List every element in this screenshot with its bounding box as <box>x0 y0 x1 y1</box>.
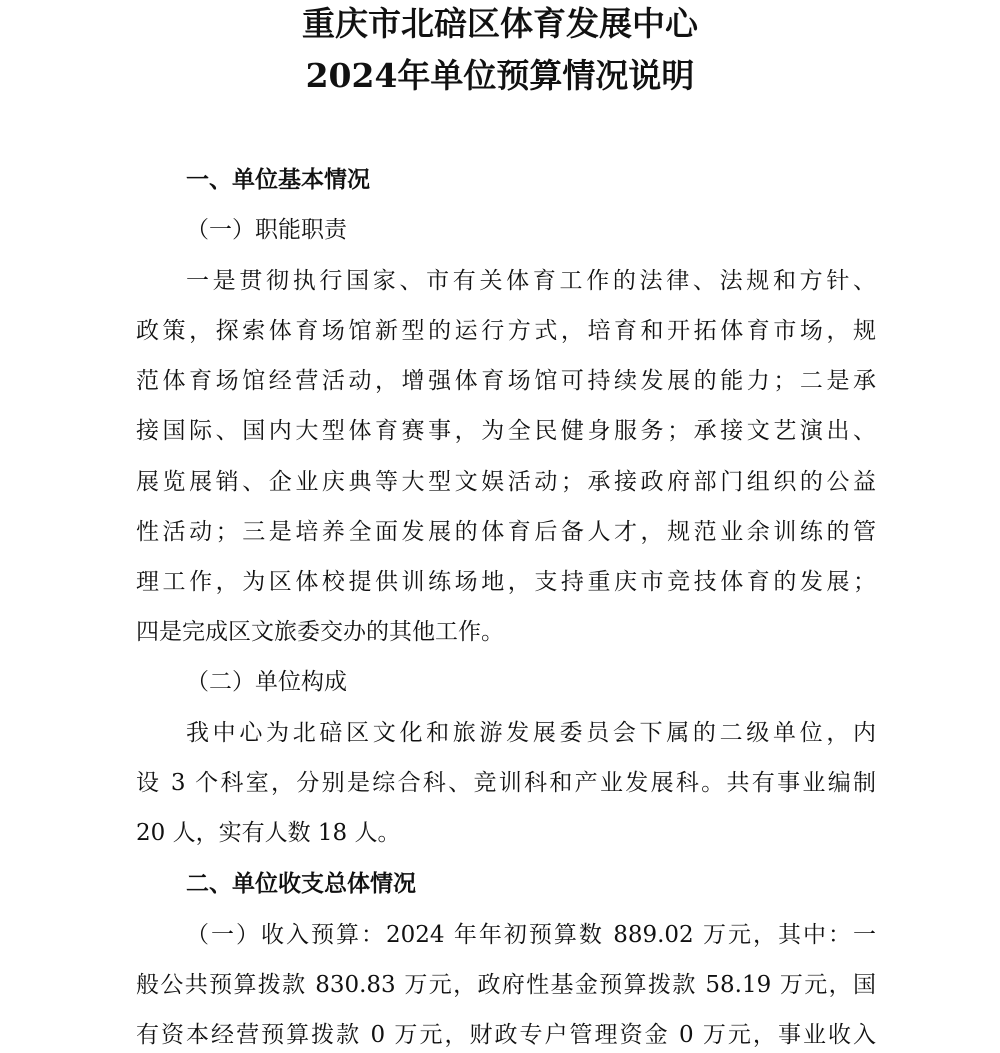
title-line-1: 重庆市北碚区体育发展中心 <box>302 4 698 43</box>
paragraph-line: 范体育场馆经营活动，增强体育场馆可持续发展的能力；二是承 <box>136 368 876 394</box>
subsection-1-1-heading: （一）职能职责 <box>186 217 347 243</box>
title-line-2: 2024年单位预算情况说明 <box>305 56 695 95</box>
paragraph-line: 展览展销、企业庆典等大型文娱活动；承接政府部门组织的公益 <box>136 469 876 495</box>
section-1-heading: 一、单位基本情况 <box>186 166 370 193</box>
paragraph-line: 四是完成区文旅委交办的其他工作。 <box>136 619 504 645</box>
paragraph-line: 政策，探索体育场馆新型的运行方式，培育和开拓体育市场，规 <box>136 318 876 344</box>
paragraph-line: 设 3 个科室，分别是综合科、竞训科和产业发展科。共有事业编制 <box>136 770 876 796</box>
paragraph-line: 般公共预算拨款 830.83 万元，政府性基金预算拨款 58.19 万元，国 <box>136 972 876 998</box>
paragraph-line: 接国际、国内大型体育赛事，为全民健身服务；承接文艺演出、 <box>136 418 876 444</box>
paragraph-line: 性活动；三是培养全面发展的体育后备人才，规范业余训练的管 <box>136 519 876 545</box>
paragraph-line: 有资本经营预算拨款 0 万元，财政专户管理资金 0 万元，事业收入 <box>136 1022 876 1048</box>
subsection-1-2-heading: （二）单位构成 <box>186 669 347 695</box>
paragraph-line: 一是贯彻执行国家、市有关体育工作的法律、法规和方针、 <box>186 268 876 294</box>
section-2-heading: 二、单位收支总体情况 <box>186 870 416 897</box>
paragraph-line: 理工作，为区体校提供训练场地，支持重庆市竞技体育的发展； <box>136 569 876 595</box>
paragraph-line: 20 人，实有人数 18 人。 <box>136 820 401 846</box>
paragraph-line: 我中心为北碚区文化和旅游发展委员会下属的二级单位，内 <box>186 720 876 746</box>
paragraph-line: （一）收入预算：2024 年年初预算数 889.02 万元，其中：一 <box>186 922 876 948</box>
